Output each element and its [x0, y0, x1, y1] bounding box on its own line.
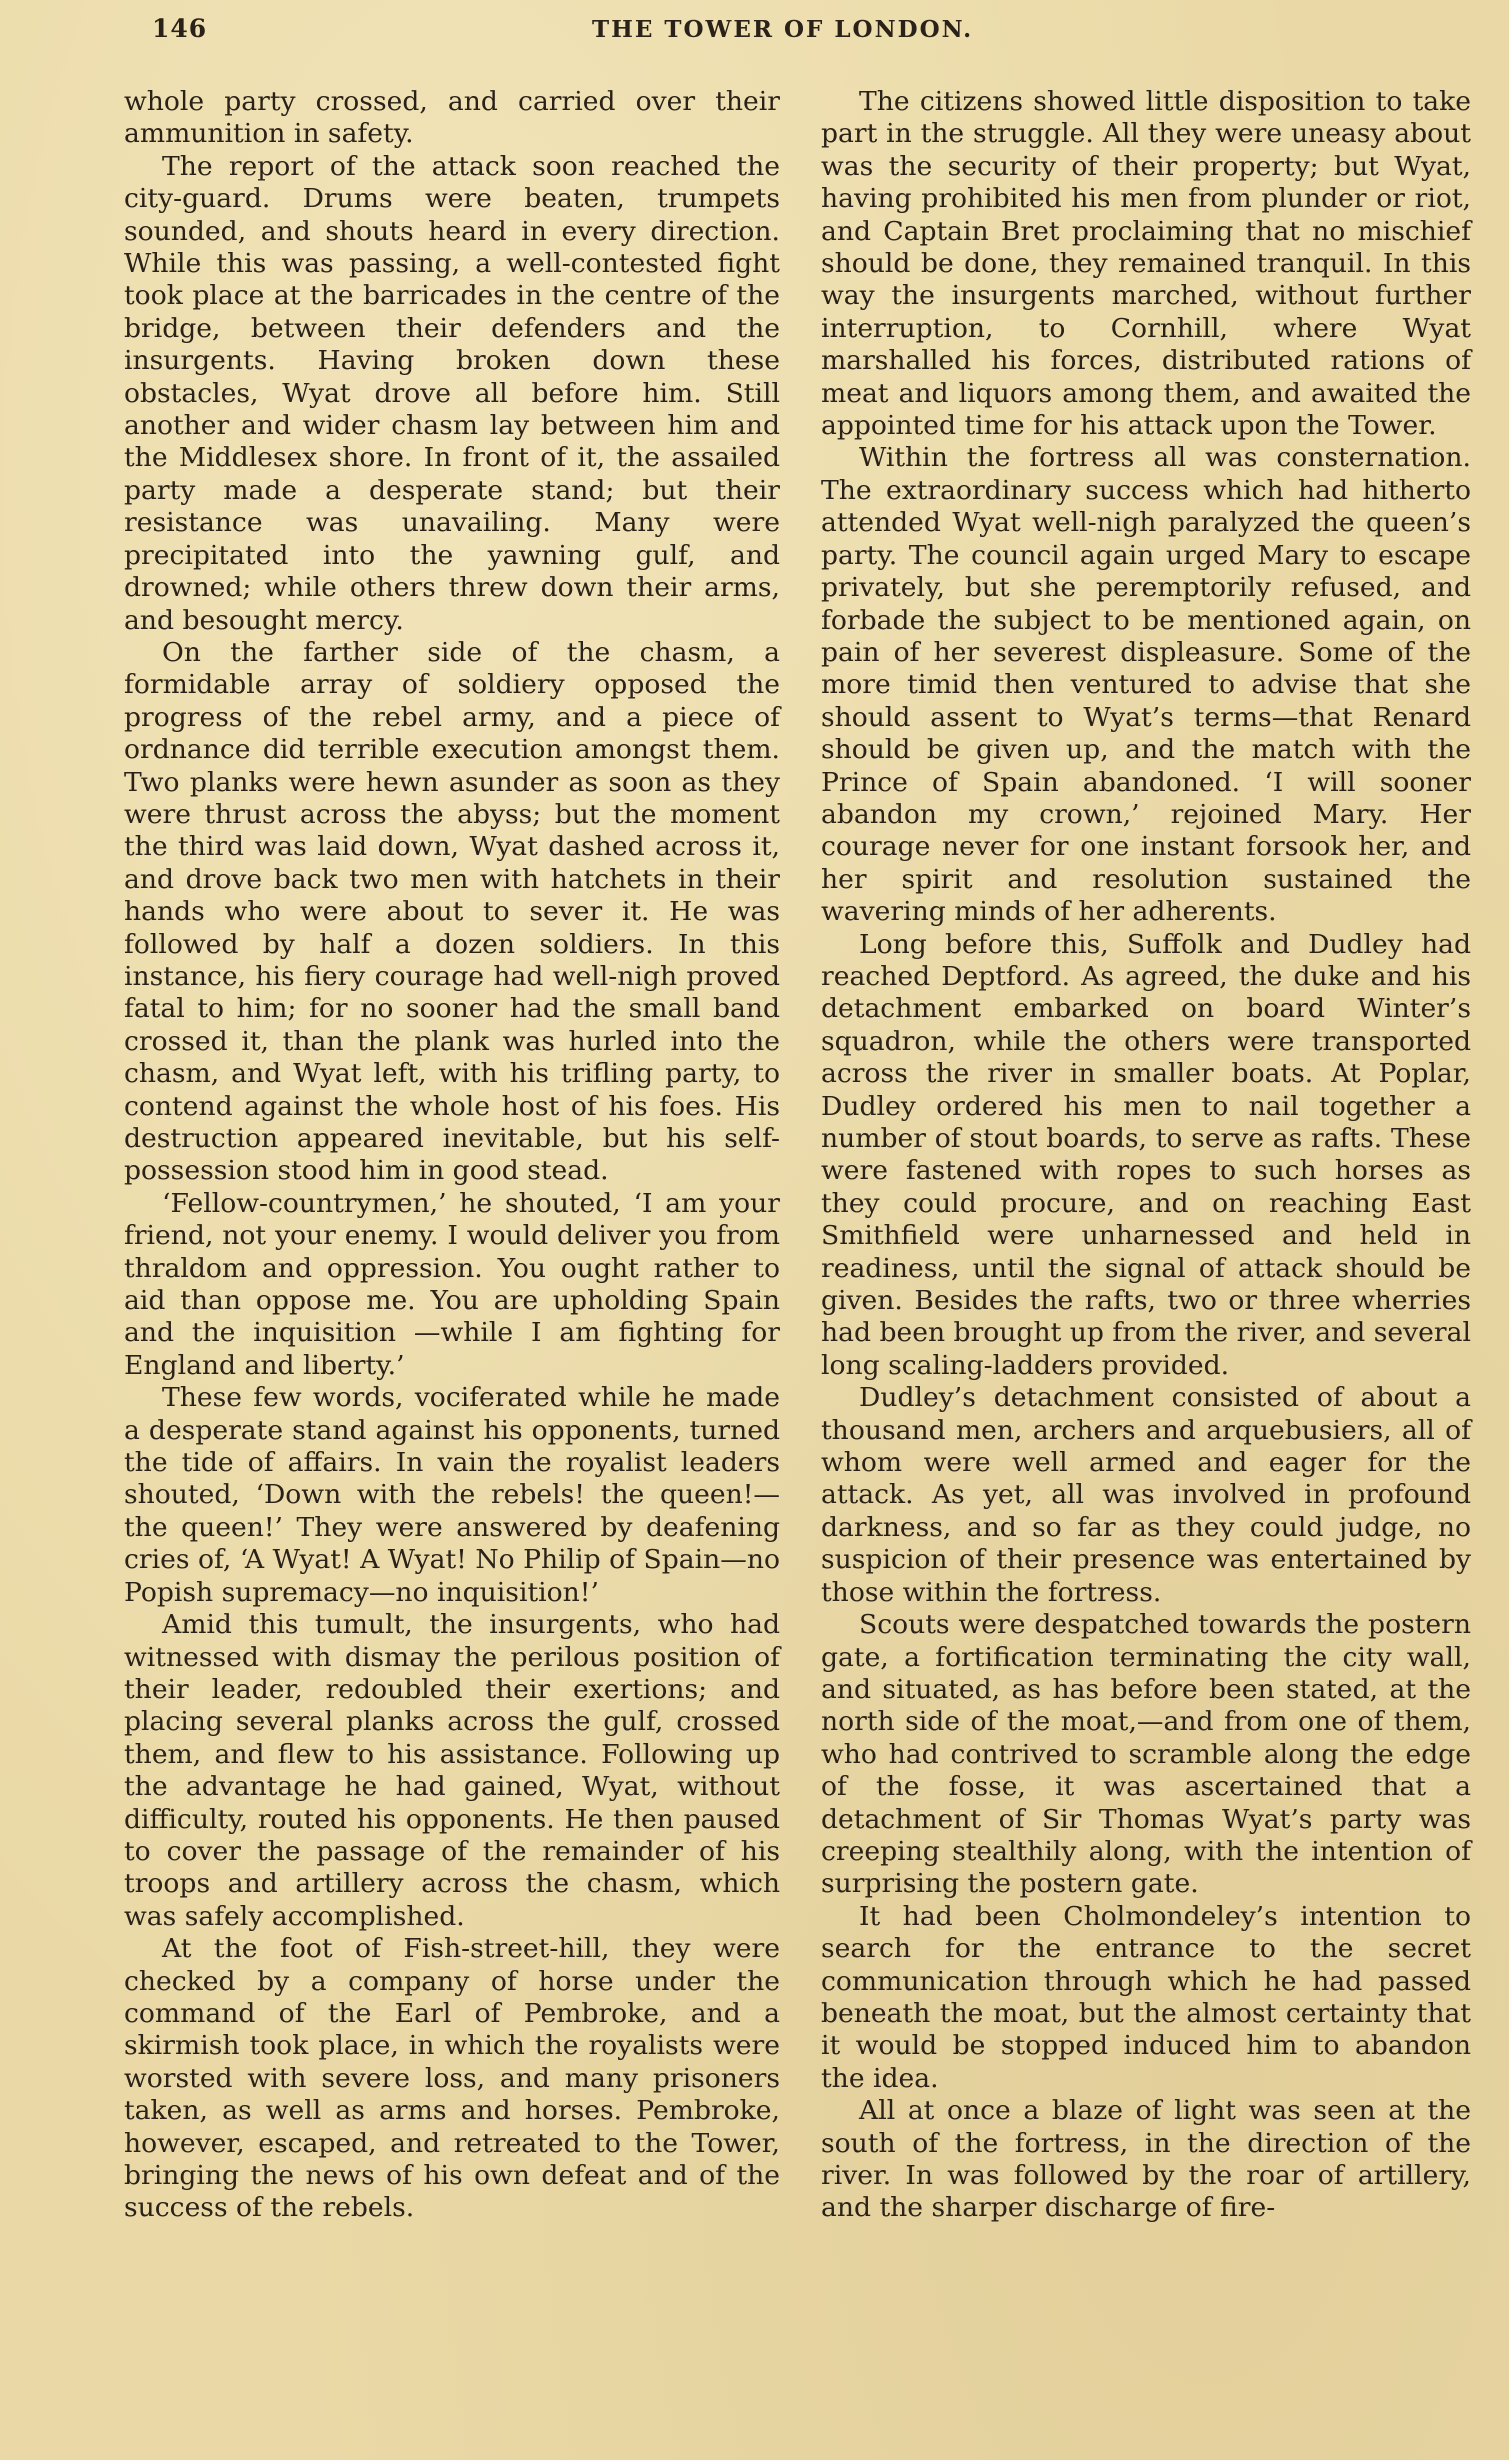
paragraph: At the foot of Fish-street-hill, they were checked by a company of horse under the command of the Earl of Pembroke, and a skirmish took place, in which the royalists were worsted with severe loss, and many prisoners taken, as well as arms and horses. Pembroke, however, escaped, and retreated to the Tower, bringing the news of his own defeat and of the success of the rebels. — [124, 1933, 780, 2224]
paragraph: ‘Fellow-countrymen,’ he shouted, ‘I am your friend, not your enemy. I would deliver you from thraldom and oppression. You ought rather to aid than oppose me. You are upholding Spain and the inquisition —while I am fighting for England and liberty.’ — [124, 1187, 780, 1381]
right-column — [821, 86, 1471, 2225]
paragraph: Dudley’s detachment consisted of about a thousand men, archers and arquebusiers, all of whom were well armed and eager for the attack. As yet, all was involved in profound darkness, and so far as they could judge, no suspicion of their presence was entertained by those within the fortress. — [821, 1382, 1471, 1608]
paragraph: On the farther side of the chasm, a formidable array of soldiery opposed the progress of the rebel army, and a piece of ordnance did terrible execution amongst them. Two planks were hewn asunder as soon as they were thrust across the abyss; but the moment the third was laid down, Wyat dashed across it, and drove back two men with hatchets in their hands who were about to sever it. He was followed by half a dozen soldiers. In this instance, his fiery courage had well-nigh proved fatal to him; for no sooner had the small band crossed it, than the plank was hurled into the chasm, and Wyat left, with his trifling party, to contend against the whole host of his foes. His destruction appeared inevitable, but his self-possession stood him in good stead. — [124, 636, 780, 1187]
paragraph: Long before this, Suffolk and Dudley had reached Deptford. As agreed, the duke and his detachment embarked on board Winter’s squadron, while the others were transported across the river in smaller boats. At Poplar, Dudley ordered his men to nail together a number of stout boards, to serve as rafts. These were fastened with ropes to such horses as they could procure, and on reaching East Smithfield were unharnessed and held in readiness, until the signal of attack should be given. Besides the rafts, two or three wherries had been brought up from the river, and several long scaling-ladders provided. — [821, 928, 1471, 1381]
paragraph: Amid this tumult, the insurgents, who had witnessed with dismay the perilous position of their leader, redoubled their exertions; and placing several planks across the gulf, crossed them, and flew to his assistance. Following up the advantage he had gained, Wyat, without difficulty, routed his opponents. He then paused to cover the passage of the remainder of his troops and artillery across the chasm, which was safely accomplished. — [124, 1609, 780, 1932]
page-header — [152, 14, 1472, 56]
paragraph: These few words, vociferated while he made a desperate stand against his opponents, turned the tide of affairs. In vain the royalist leaders shouted, ‘Down with the rebels! the queen!—the queen!’ They were answered by deafening cries of, ‘A Wyat! A Wyat! No Philip of Spain—no Popish supremacy—no inquisition!’ — [124, 1382, 780, 1608]
left-column — [124, 86, 780, 2225]
paragraph: All at once a blaze of light was seen at the south of the fortress, in the direction of the river. In was followed by the roar of artillery, and the sharper discharge of fire- — [821, 2095, 1471, 2224]
paragraph: It had been Cholmondeley’s intention to search for the entrance to the secret communication through which he had passed beneath the moat, but the almost certainty that it would be stopped induced him to abandon the idea. — [821, 1900, 1471, 2094]
paragraph: whole party crossed, and carried over their ammunition in safety. — [124, 86, 780, 150]
paragraph: The citizens showed little disposition to take part in the struggle. All they were uneasy about was the security of their property; but Wyat, having prohibited his men from plunder or riot, and Captain Bret proclaiming that no mischief should be done, they remained tranquil. In this way the insurgents marched, without further interruption, to Cornhill, where Wyat marshalled his forces, distributed rations of meat and liquors among them, and awaited the appointed time for his attack upon the Tower. — [821, 86, 1471, 442]
running-title: THE TOWER OF LONDON. — [592, 16, 974, 43]
page-number: 146 — [152, 14, 208, 43]
paragraph: Scouts were despatched towards the postern gate, a fortification terminating the city wall, and situated, as has before been stated, at the north side of the moat,—and from one of them, who had contrived to scramble along the edge of the fosse, it was ascertained that a detachment of Sir Thomas Wyat’s party was creeping stealthily along, with the intention of surprising the postern gate. — [821, 1609, 1471, 1900]
paragraph: Within the fortress all was consternation. The extraordinary success which had hitherto attended Wyat well-nigh paralyzed the queen’s party. The council again urged Mary to escape privately, but she peremptorily refused, and forbade the subject to be mentioned again, on pain of her severest displeasure. Some of the more timid then ventured to advise that she should assent to Wyat’s terms—that Renard should be given up, and the match with the Prince of Spain abandoned. ‘I will sooner abandon my crown,’ rejoined Mary. Her courage never for one instant forsook her, and her spirit and resolution sustained the wavering minds of her adherents. — [821, 442, 1471, 928]
paragraph: The report of the attack soon reached the city-guard. Drums were beaten, trumpets sounded, and shouts heard in every direction. While this was passing, a well-contested fight took place at the barricades in the centre of the bridge, between their defenders and the insurgents. Having broken down these obstacles, Wyat drove all before him. Still another and wider chasm lay between him and the Middlesex shore. In front of it, the assailed party made a desperate stand; but their resistance was unavailing. Many were precipitated into the yawning gulf, and drowned; while others threw down their arms, and besought mercy. — [124, 150, 780, 636]
